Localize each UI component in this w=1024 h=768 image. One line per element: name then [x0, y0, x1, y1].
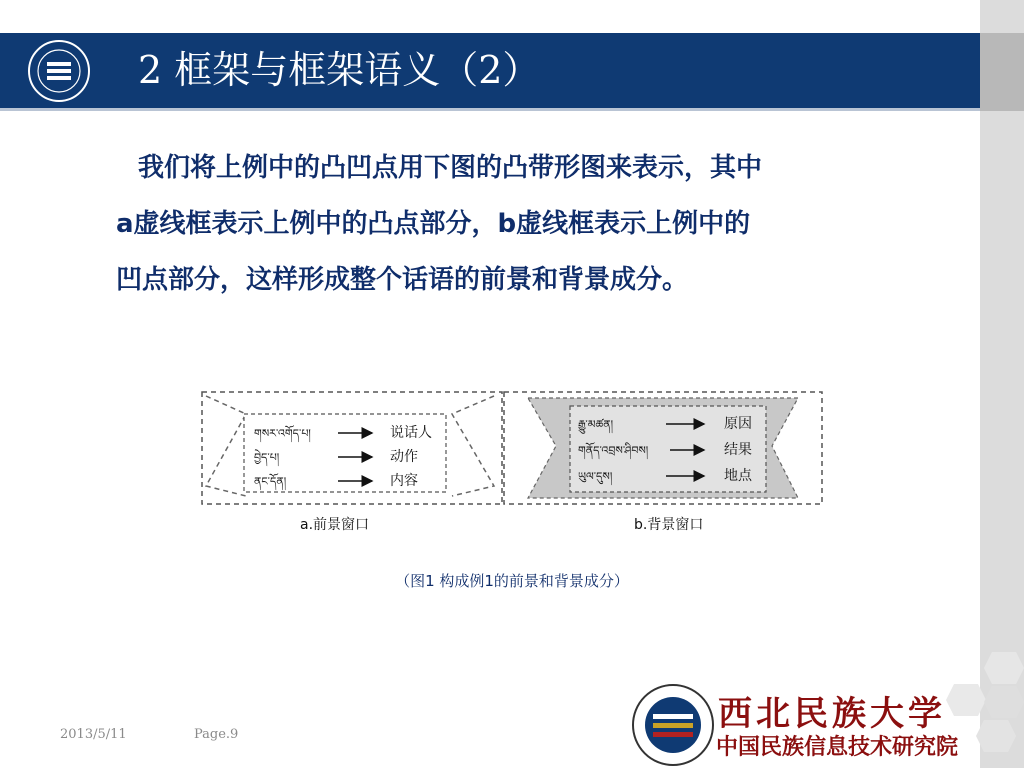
foreground-window	[202, 392, 502, 504]
university-logo-icon	[628, 682, 718, 768]
body-paragraph	[116, 140, 966, 308]
university-name: 西北民族大学	[718, 694, 946, 734]
institute-name: 中国民族信息技术研究院	[716, 735, 959, 760]
background-window-label: b.背景窗口	[634, 517, 704, 533]
slide-title: 2 框架与框架语义（2）	[138, 48, 541, 92]
bg-target-cause: 原因	[724, 416, 752, 432]
university-seal-icon	[22, 38, 96, 104]
fg-source-label-1: གསར་འགོད་པ།	[254, 427, 311, 440]
bg-source-label-1: རྒྱུ་མཚན།	[578, 418, 614, 431]
fg-target-speaker: 说话人	[390, 425, 432, 441]
fg-target-content: 内容	[390, 473, 418, 489]
bg-source-label-3: ཡུལ་དུས།	[578, 470, 613, 483]
foreground-window-label: a.前景窗口	[300, 517, 370, 533]
bg-target-result: 结果	[724, 442, 752, 458]
fg-target-action: 动作	[390, 449, 418, 465]
fg-source-label-2: བྱེད་པ།	[254, 451, 280, 464]
bg-source-label-2: གནོད་འབྲས་ཤིབས།	[578, 444, 649, 457]
bg-target-place: 地点	[724, 468, 752, 484]
foreground-background-figure	[198, 386, 826, 546]
header-underline	[0, 108, 980, 111]
footer-page-number: Page.9	[194, 727, 239, 742]
footer-date: 2013/5/11	[60, 727, 127, 742]
figure-caption: （图1 构成例1的前景和背景成分）	[395, 572, 629, 590]
background-window	[504, 392, 822, 504]
fg-source-label-3: ནང་དོན།	[254, 475, 287, 488]
paragraph-line-3: 凹点部分，这样形成整个话语的前景和背景成分。	[116, 265, 689, 295]
paragraph-line-1: 我们将上例中的凸凹点用下图的凸带形图来表示，其中	[138, 153, 763, 183]
right-side-strip-accent	[980, 33, 1024, 111]
paragraph-line-2: a虚线框表示上例中的凸点部分，b虚线框表示上例中的	[116, 209, 751, 239]
